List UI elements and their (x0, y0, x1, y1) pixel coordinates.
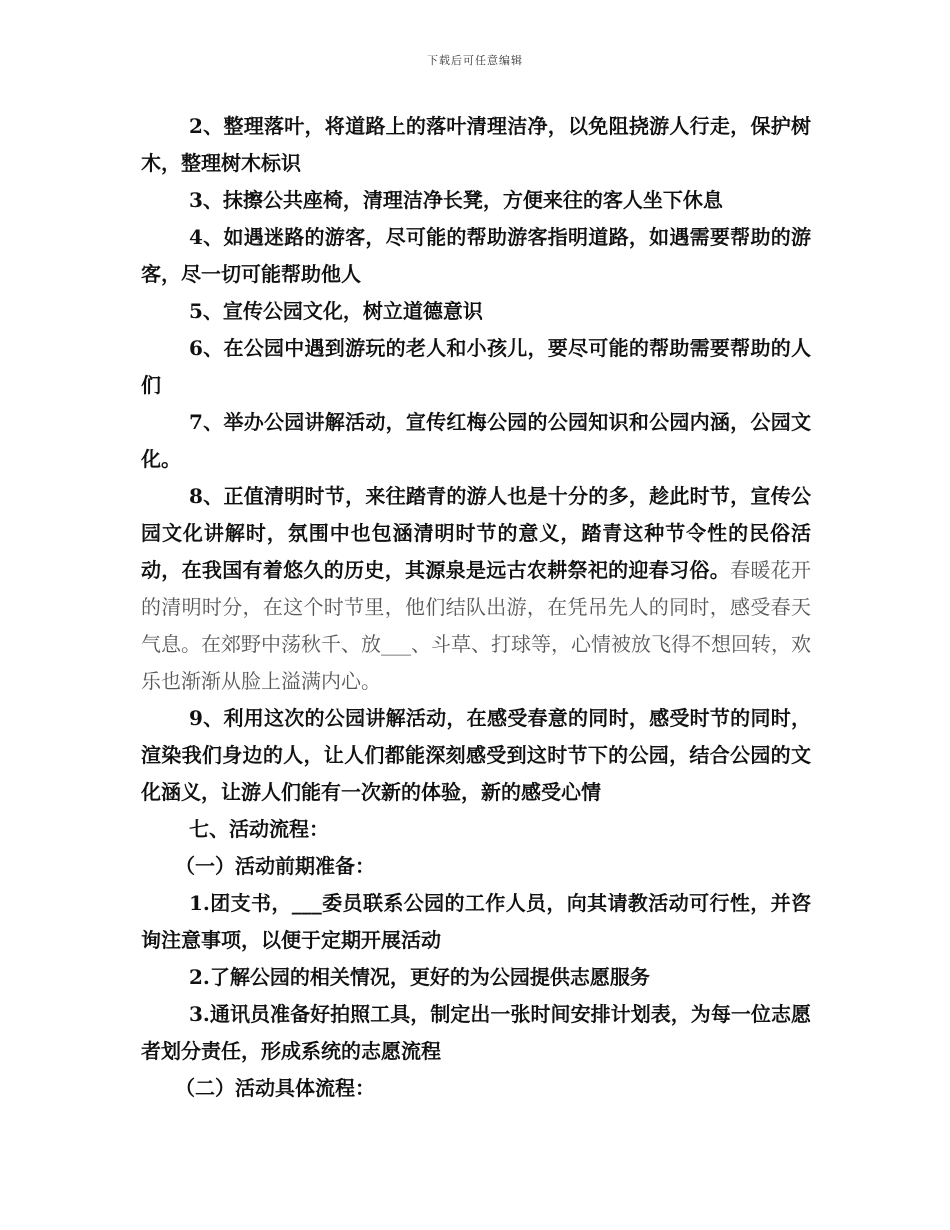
paragraph-8-bold-text: 8、正值清明时节，来往踏青的游人也是十分的多，趁此时节，宣传公园文化讲解时，氛围中也包涵清明时节的意义，踏青这种节令性的民俗活动，在我国有着悠久的历史，其源泉是远古农耕祭祀的迎春习俗。 (141, 484, 811, 582)
prep-item-3: 3.通讯员准备好拍照工具，制定出一张时间安排计划表，为每一位志愿者划分责任，形成系统的志愿流程 (141, 1002, 811, 1063)
prep-item-2: 2.了解公园的相关情况，更好的为公园提供志愿服务 (189, 965, 650, 989)
paragraph-item-6: 6、在公园中遇到游玩的老人和小孩儿，要尽可能的帮助需要帮助的人们 (141, 336, 811, 397)
prep-item-1: 1.团支书，___委员联系公园的工作人员，向其请教活动可行性，并咨询注意事项，以便于定期开展活动 (141, 891, 811, 952)
section-heading-process: 七、活动流程： (189, 817, 329, 841)
paragraph-item-9: 9、利用这次的公园讲解活动，在感受春意的同时，感受时节的同时，渲染我们身边的人，让人们都能深刻感受到这时节下的公园，结合公园的文化涵义，让游人们能有一次新的体验，新的感受心情 (141, 706, 811, 804)
paragraph-item-2: 2、整理落叶，将道路上的落叶清理洁净，以免阻挠游人行走，保护树木，整理树木标识 (141, 114, 811, 175)
paragraph-item-4: 4、如遇迷路的游客，尽可能的帮助游客指明道路，如遇需要帮助的游客，尽一切可能帮助他人 (141, 225, 811, 286)
paragraph-item-5: 5、宣传公园文化，树立道德意识 (189, 299, 483, 323)
page-header: 下载后可任意编辑 (427, 54, 523, 67)
paragraph-item-8 (141, 478, 811, 700)
paragraph-8-light-text: 春暖花开的清明时分，在这个时节里，他们结队出游，在凭吊先人的同时，感受春天气息。在郊野中荡秋千、放___、斗草、打球等，心情被放飞得不想回转，欢乐也渐渐从脸上溢满内心。 (141, 558, 811, 693)
document-body (141, 108, 811, 1107)
subsection-heading-specific-process: （二）活动具体流程： (175, 1076, 375, 1100)
paragraph-item-7: 7、举办公园讲解活动，宣传红梅公园的公园知识和公园内涵，公园文化。 (141, 410, 811, 471)
paragraph-item-3: 3、抹擦公共座椅，清理洁净长凳，方便来往的客人坐下休息 (189, 188, 723, 212)
subsection-heading-preparation: （一）活动前期准备： (175, 854, 375, 878)
